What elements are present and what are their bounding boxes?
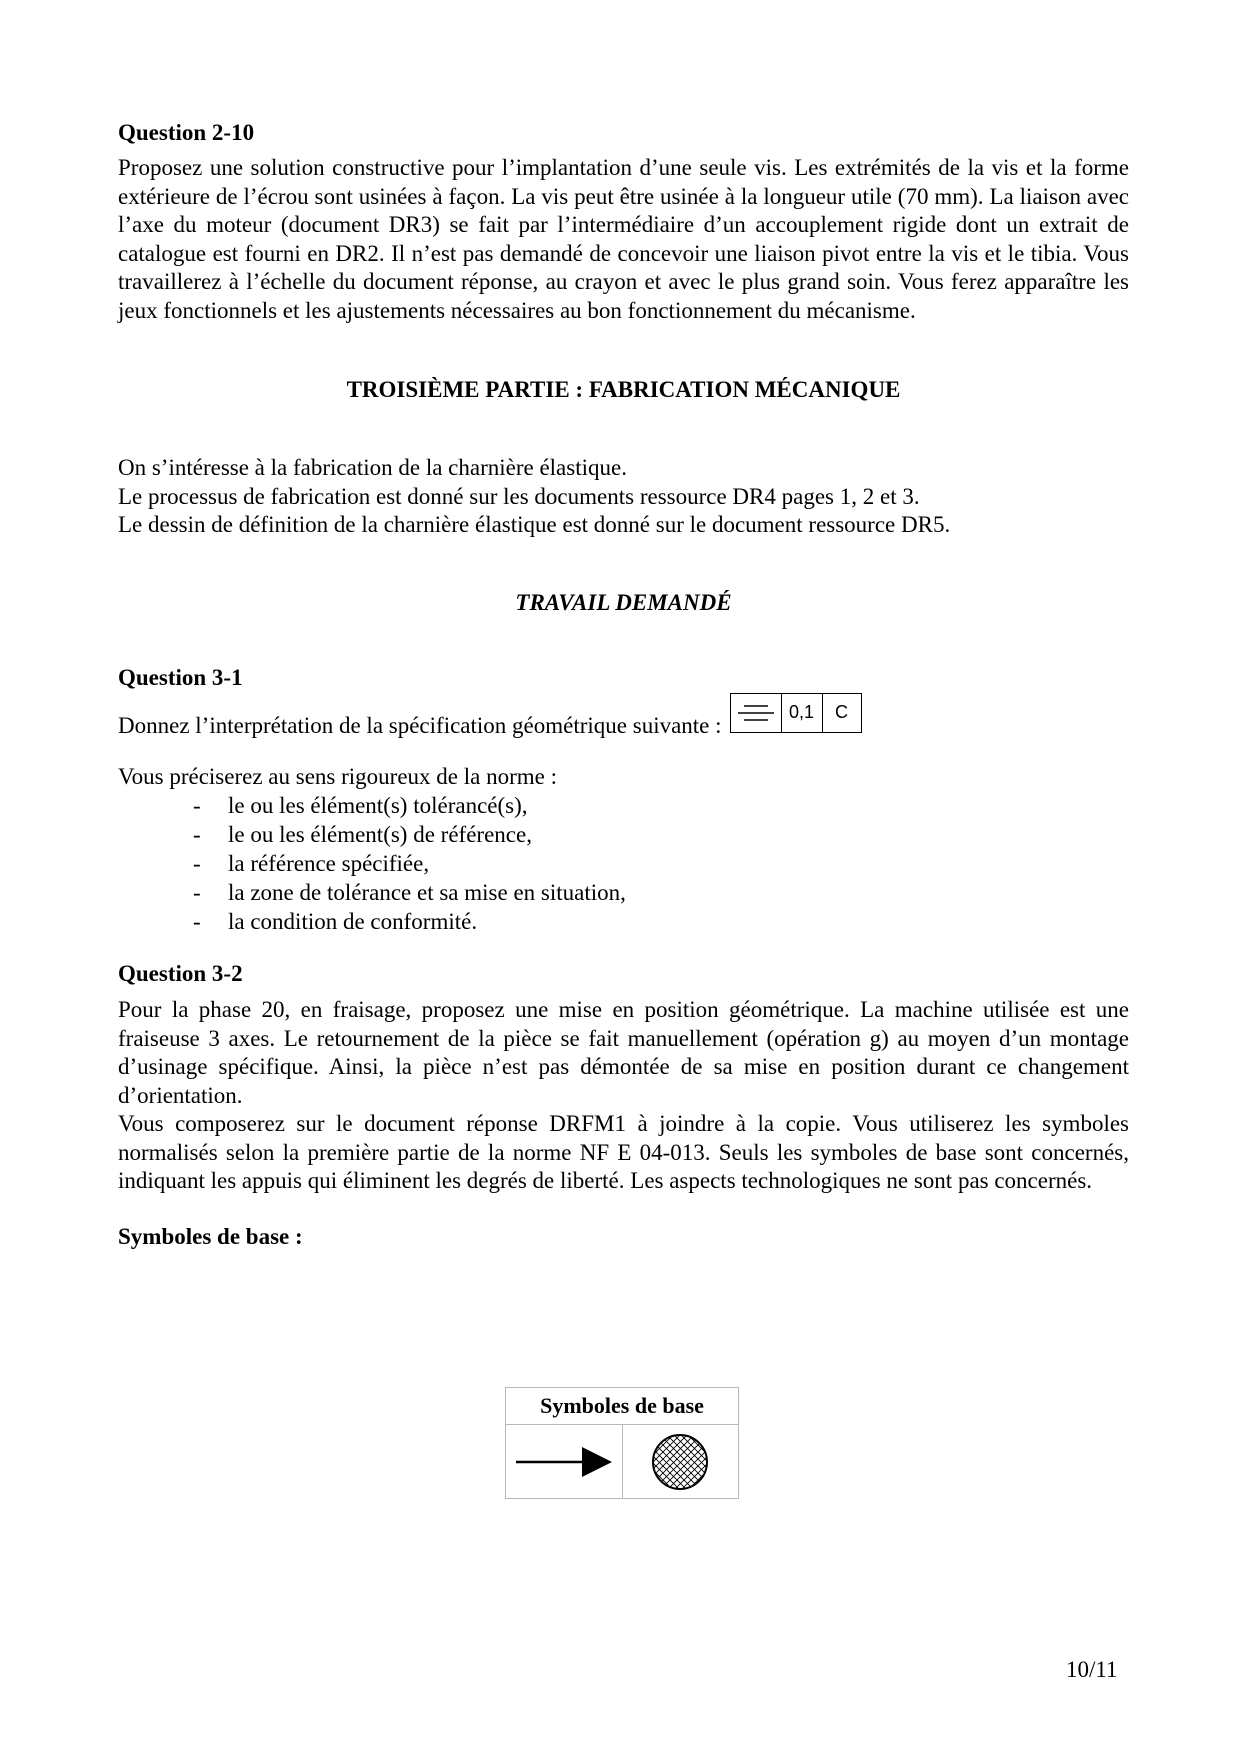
intro-line: On s’intéresse à la fabrication de la charnière élastique. <box>118 455 627 480</box>
list-item: - la zone de tolérance et sa mise en situation, <box>193 878 1129 907</box>
basic-symbols-table <box>505 1387 739 1499</box>
question-2-10-text: Proposez une solution constructive pour l’implantation d’une seule vis. Les extrémités de la vis et la forme extérieure de l’écrou sont usinées à façon. La vis peut être usinée à la longueur utile (70 mm). La liaison avec l’axe du moteur (document DR3) se fait par l’intermédiaire d’un accouplement rigide dont un extrait de catalogue est fourni en DR2. Il n’est pas demandé de concevoir une liaison pivot entre la vis et le tibia. Vous travaillerez à l’échelle du document réponse, au crayon et avec le plus grand soin. Vous ferez apparaître les jeux fonctionnels et les ajustements nécessaires au bon fonctionnement du mécanisme. <box>118 155 1129 323</box>
question-3-1-prompt: Donnez l’interprétation de la spécification géométrique suivante : <box>118 713 722 738</box>
datum-reference: C <box>835 702 849 722</box>
list-item: - le ou les élément(s) de référence, <box>193 820 1129 849</box>
geometric-tolerance-frame <box>730 693 862 733</box>
symbols-label: Symboles de base : <box>118 1223 303 1249</box>
list-item: - la condition de conformité. <box>193 907 1129 936</box>
list-item: - le ou les élément(s) tolérancé(s), <box>193 791 1129 820</box>
part-3-intro <box>118 454 1129 540</box>
symbols-row <box>506 1425 738 1499</box>
arrow-right-icon <box>506 1425 623 1499</box>
list-item: - la référence spécifiée, <box>193 849 1129 878</box>
hatched-circle-icon <box>623 1425 739 1499</box>
tolerance-value: 0,1 <box>782 694 823 732</box>
work-title: TRAVAIL DEMANDÉ <box>515 589 732 615</box>
part-3-title: TROISIÈME PARTIE : FABRICATION MÉCANIQUE <box>346 377 901 402</box>
symbols-table-title: Symboles de base <box>506 1388 738 1425</box>
page-content <box>118 118 1129 1251</box>
intro-line: Le processus de fabrication est donné sur les documents ressource DR4 pages 1, 2 et 3. <box>118 483 920 509</box>
question-3-2-heading: Question 3-2 <box>118 961 243 986</box>
question-3-1-heading: Question 3-1 <box>118 664 243 690</box>
question-2-10-heading: Question 2-10 <box>118 120 255 145</box>
question-3-2-paragraph: Vous composerez sur le document réponse DRFM1 à joindre à la copie. Vous utiliserez les symboles normalisés selon la première partie de la norme NF E 04-013. Seuls les symboles de base sont concernés, indiquant les appuis qui éliminent les degrés de liberté. Les aspects technologiques ne sont pas concernés. <box>118 1111 1129 1193</box>
requirements-list <box>118 791 1129 936</box>
question-3-2-paragraph: Pour la phase 20, en fraisage, proposez une mise en position géométrique. La machine utilisée est une fraiseuse 3 axes. Le retournement de la pièce se fait manuellement (opération g) au moyen d’un montage d’usinage spécifique. Ainsi, la pièce n’est pas démontée de sa mise en position durant ce changement d’orientation. <box>118 997 1129 1108</box>
page-number: 10/11 <box>1066 1657 1118 1682</box>
intro-line: Le dessin de définition de la charnière élastique est donné sur le document ressource DR5. <box>118 512 951 537</box>
symmetry-icon <box>731 694 782 732</box>
question-3-1-lead: Vous préciserez au sens rigoureux de la norme : <box>118 763 557 789</box>
spec-line <box>118 701 1129 741</box>
